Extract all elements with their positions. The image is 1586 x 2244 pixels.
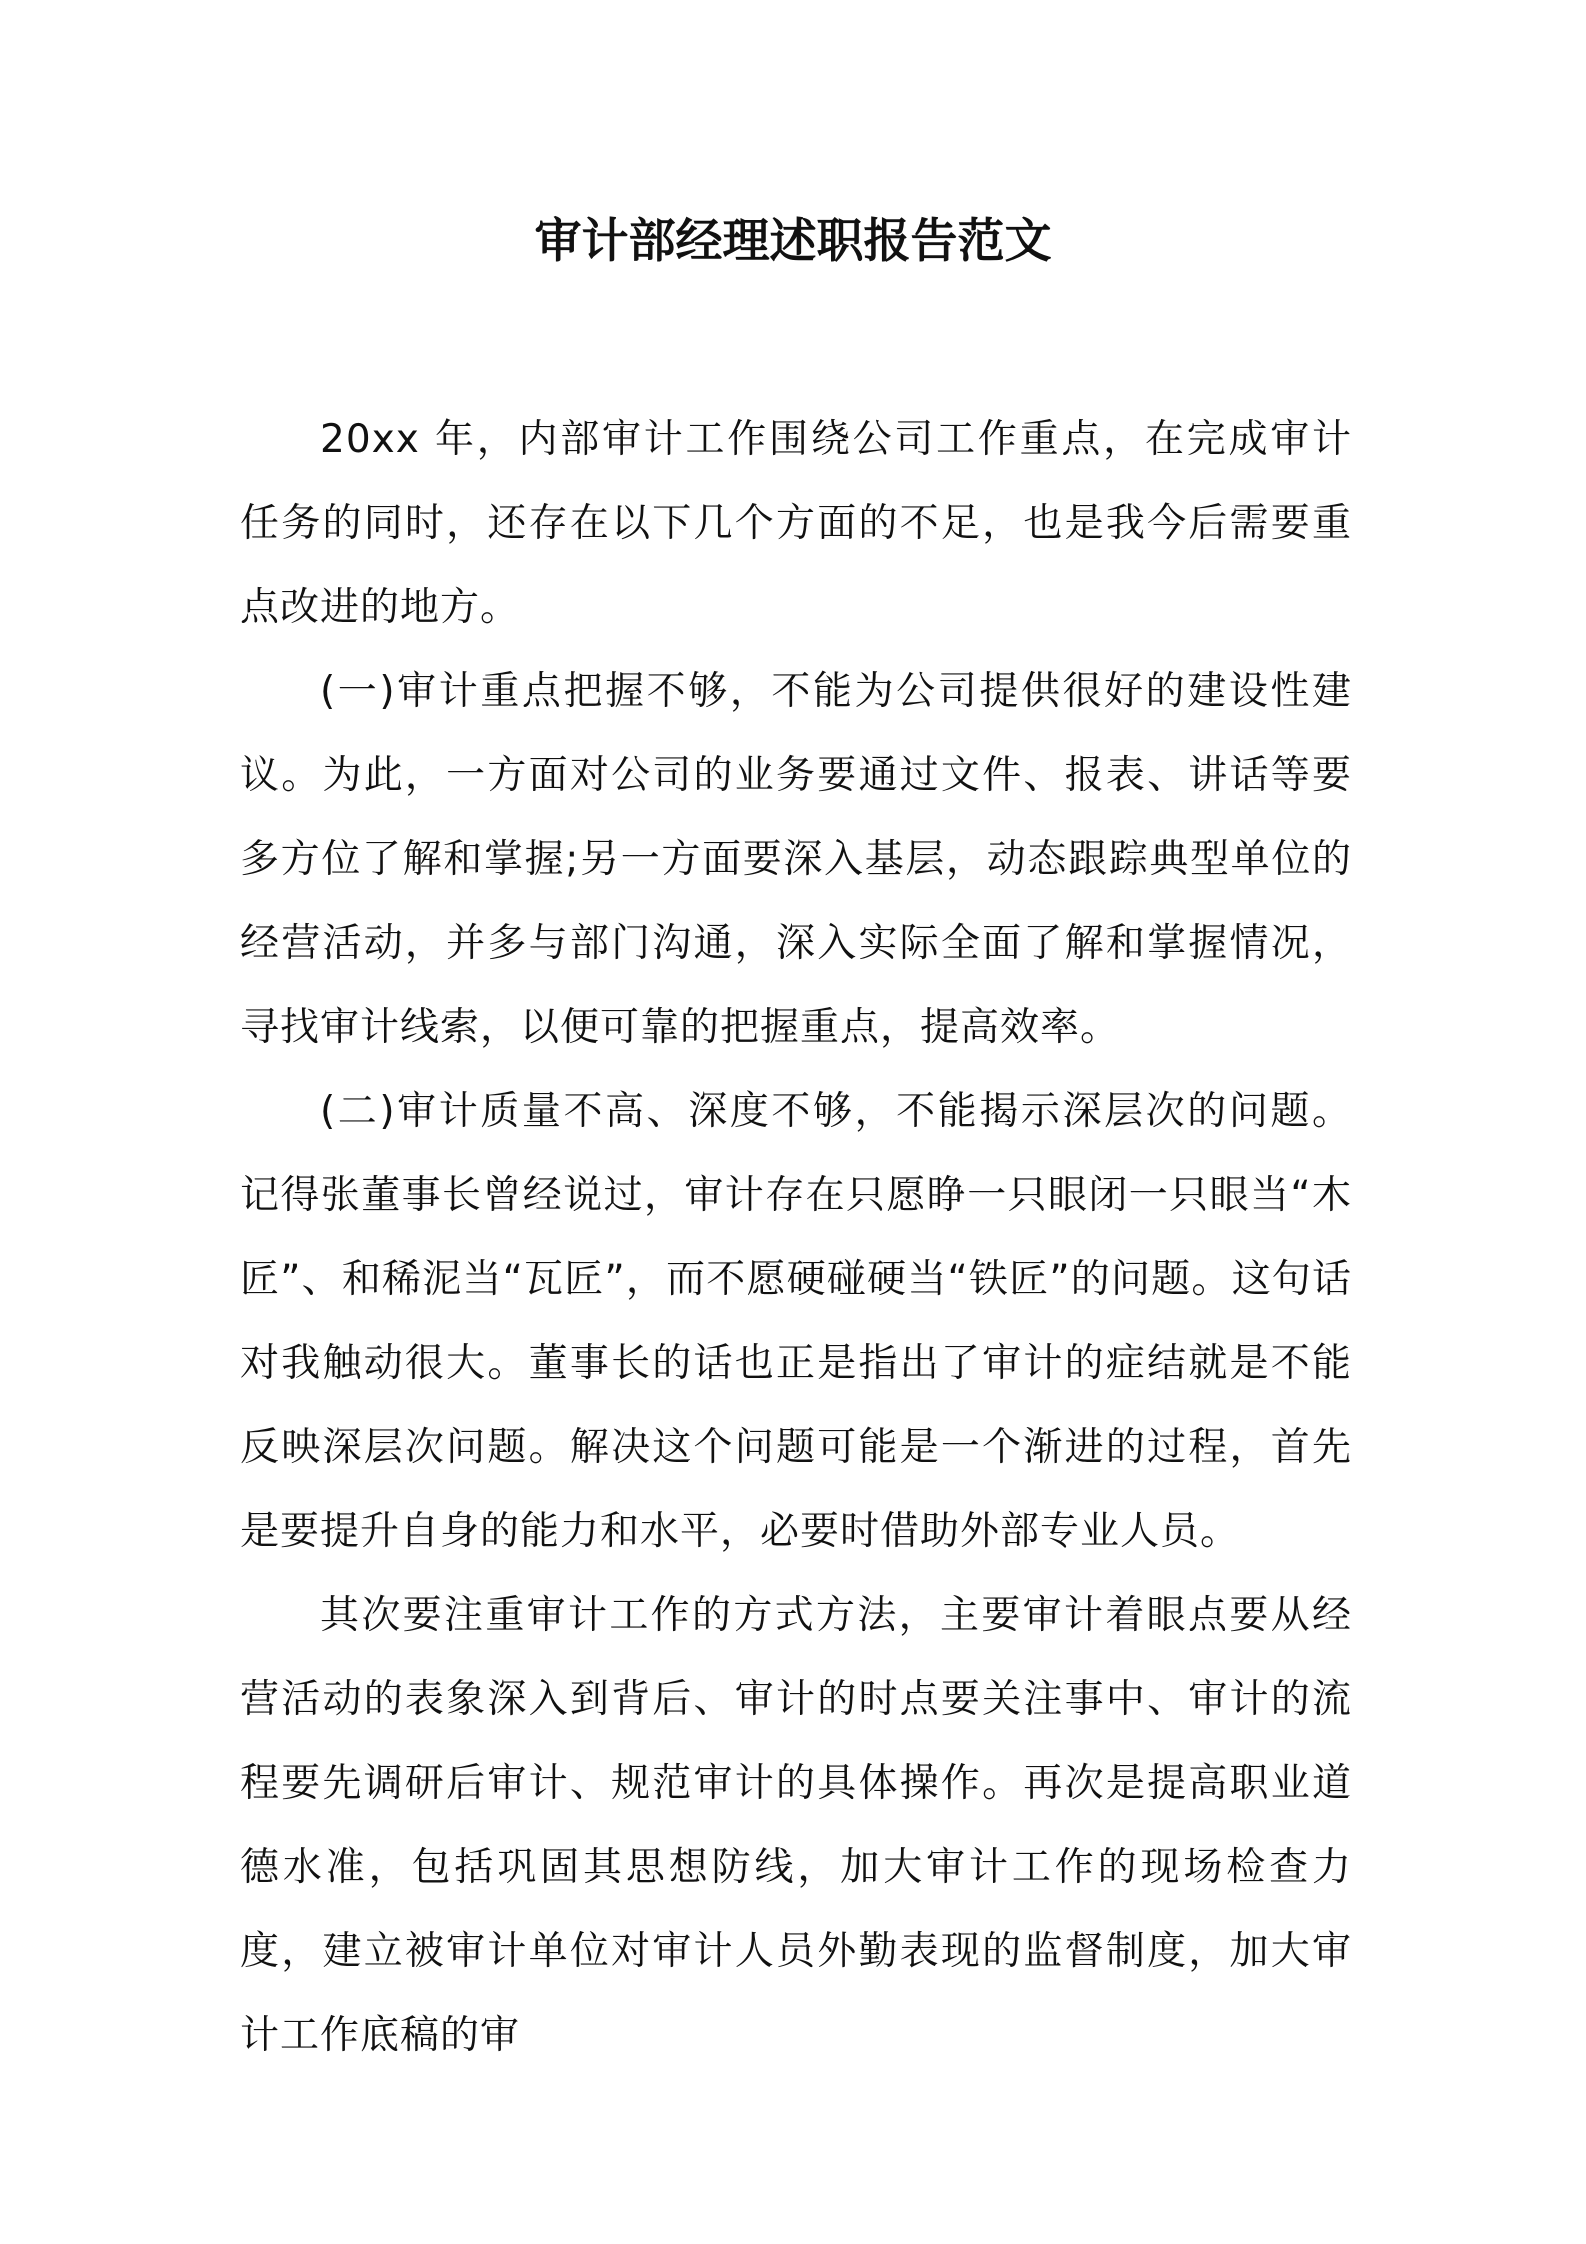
paragraph-point-1: (一)审计重点把握不够，不能为公司提供很好的建设性建议。为此，一方面对公司的业务要通过文件、报表、讲话等要多方位了解和掌握;另一方面要深入基层，动态跟踪典型单位的经营活动，并多与部门沟通，深入实际全面了解和掌握情况，寻找审计线索，以便可靠的把握重点，提高效率。: [240, 669, 1352, 1050]
paragraph-point-2: (二)审计质量不高、深度不够，不能揭示深层次的问题。记得张董事长曾经说过，审计存在只愿睁一只眼闭一只眼当“木匠”、和稀泥当“瓦匠”，而不愿硬碰硬当“铁匠”的问题。这句话对我触动很大。董事长的话也正是指出了审计的症结就是不能反映深层次问题。解决这个问题可能是一个渐进的过程，首先是要提升自身的能力和水平，必要时借助外部专业人员。: [240, 1089, 1352, 1554]
paragraph-methods: 其次要注重审计工作的方式方法，主要审计着眼点要从经营活动的表象深入到背后、审计的时点要关注事中、审计的流程要先调研后审计、规范审计的具体操作。再次是提高职业道德水准，包括巩固其思想防线，加大审计工作的现场检查力度，建立被审计单位对审计人员外勤表现的监督制度，加大审计工作底稿的审: [240, 1593, 1352, 2058]
document-body: [240, 398, 1352, 2078]
paragraph-intro: 20xx 年，内部审计工作围绕公司工作重点，在完成审计任务的同时，还存在以下几个方面的不足，也是我今后需要重点改进的地方。: [240, 417, 1352, 630]
document-title: 审计部经理述职报告范文: [534, 214, 1052, 269]
